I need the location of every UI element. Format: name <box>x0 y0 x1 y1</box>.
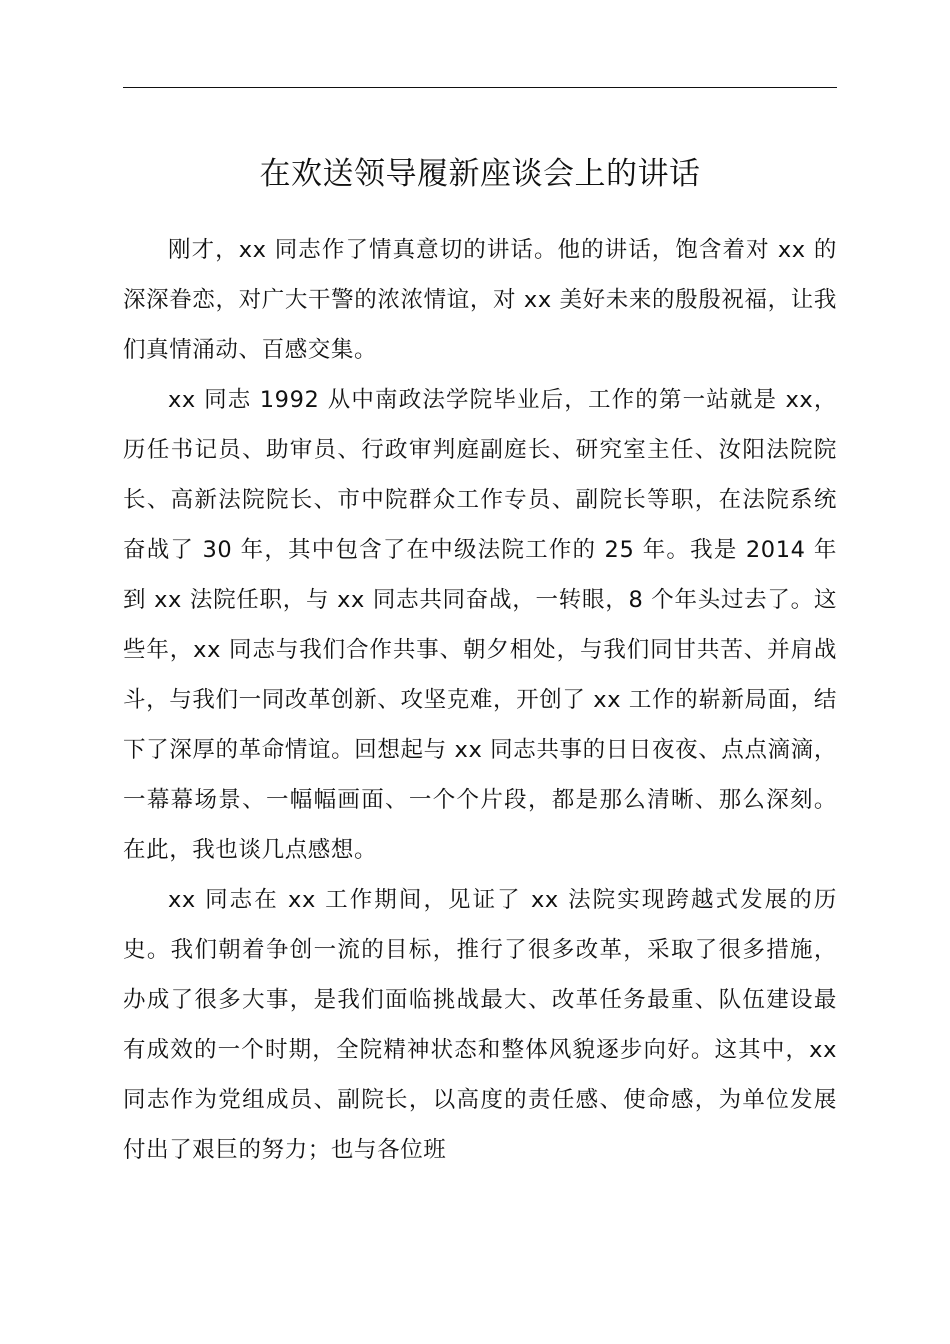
paragraph-3: xx 同志在 xx 工作期间，见证了 xx 法院实现跨越式发展的历史。我们朝着争创一流的目标，推行了很多改革，采取了很多措施，办成了很多大事，是我们面临挑战最大、改革任务最重、队伍建设最有成效的一个时期，全院精神状态和整体风貌逐步向好。这其中，xx 同志作为党组成员、副院长，以高度的责任感、使命感，为单位发展付出了艰巨的努力；也与各位班 <box>123 887 837 1163</box>
paragraph-1: 刚才，xx 同志作了情真意切的讲话。他的讲话，饱含着对 xx 的深深眷恋，对广大干警的浓浓情谊，对 xx 美好未来的殷殷祝福，让我们真情涌动、百感交集。 <box>123 237 837 363</box>
document-title: 在欢送领导履新座谈会上的讲话 <box>259 156 701 192</box>
document-body <box>123 225 837 1175</box>
paragraph-2: xx 同志 1992 从中南政法学院毕业后，工作的第一站就是 xx，历任书记员、助审员、行政审判庭副庭长、研究室主任、汝阳法院院长、高新法院院长、市中院群众工作专员、副院长等职，在法院系统奋战了 30 年，其中包含了在中级法院工作的 25 年。我是 2014 年到 xx 法院任职，与 xx 同志共同奋战，一转眼，8 个年头过去了。这些年，xx 同志与我们合作共事、朝夕相处，与我们同甘共苦、并肩战斗，与我们一同改革创新、攻坚克难，开创了 xx 工作的崭新局面，结下了深厚的革命情谊。回想起与 xx 同志共事的日日夜夜、点点滴滴，一幕幕场景、一幅幅画面、一个个片段，都是那么清晰、那么深刻。在此，我也谈几点感想。 <box>123 387 837 863</box>
header-rule <box>123 87 837 88</box>
